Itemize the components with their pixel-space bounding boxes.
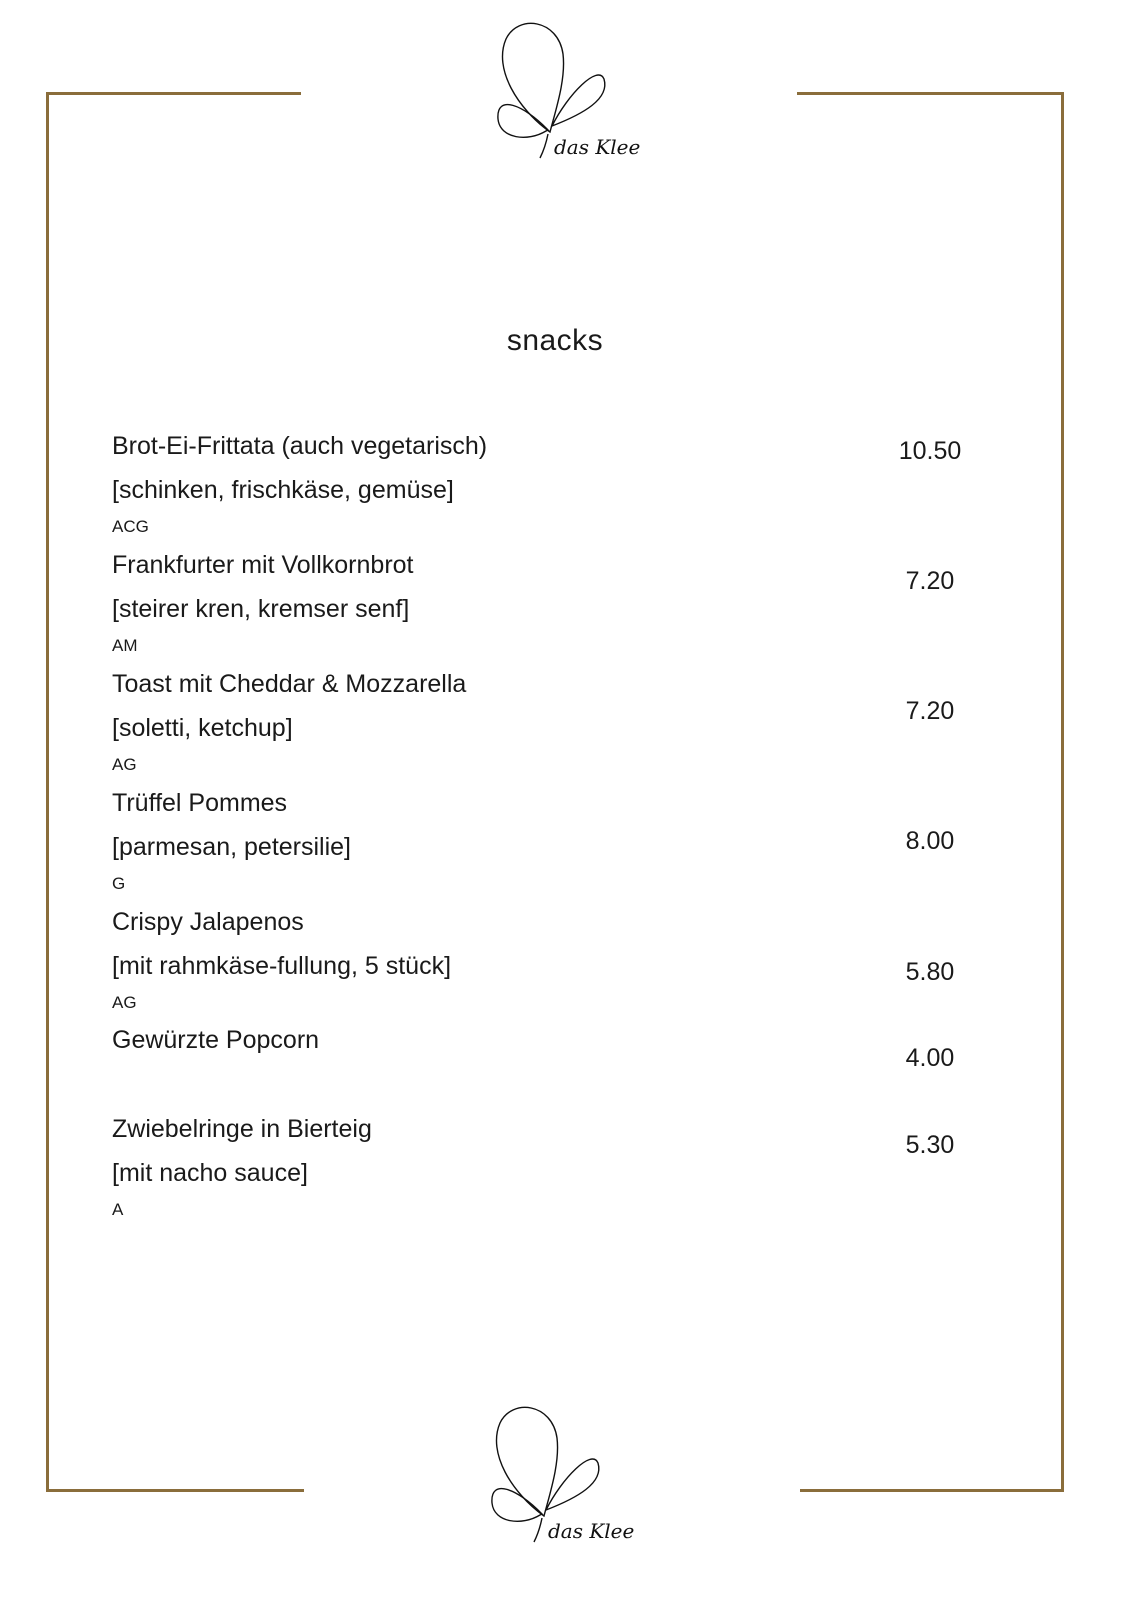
item-name: Zwiebelringe in Bierteig bbox=[112, 1115, 372, 1143]
item-name: Frankfurter mit Vollkornbrot bbox=[112, 551, 414, 579]
frame-top-left bbox=[46, 92, 301, 95]
frame-bottom-right bbox=[800, 1489, 1064, 1492]
item-description: [parmesan, petersilie] bbox=[112, 833, 352, 861]
item-price: 7.20 bbox=[905, 567, 955, 595]
item-price: 8.00 bbox=[905, 827, 955, 855]
menu-item bbox=[112, 424, 992, 542]
item-price: 5.30 bbox=[905, 1131, 955, 1159]
menu-item bbox=[112, 543, 992, 661]
item-allergens: ACG bbox=[112, 517, 149, 536]
item-name: Toast mit Cheddar & Mozzarella bbox=[112, 670, 467, 698]
frame-bottom-left bbox=[46, 1489, 304, 1492]
item-description: [mit nacho sauce] bbox=[112, 1159, 308, 1187]
item-description: [soletti, ketchup] bbox=[112, 714, 293, 742]
item-price: 7.20 bbox=[905, 697, 955, 725]
item-name: Crispy Jalapenos bbox=[112, 908, 304, 936]
item-price: 10.50 bbox=[898, 437, 962, 465]
menu-item bbox=[112, 900, 992, 1018]
item-allergens: AM bbox=[112, 636, 138, 655]
logo-wordmark: das Klee bbox=[554, 135, 641, 159]
menu-item bbox=[112, 662, 992, 780]
item-price: 4.00 bbox=[905, 1044, 955, 1072]
item-allergens: AG bbox=[112, 755, 137, 774]
item-description: [steirer kren, kremser senf] bbox=[112, 595, 410, 623]
item-description: [schinken, frischkäse, gemüse] bbox=[112, 476, 454, 504]
section-title: snacks bbox=[506, 324, 604, 357]
frame-left bbox=[46, 92, 49, 1492]
menu-item bbox=[112, 781, 992, 899]
item-price: 5.80 bbox=[905, 958, 955, 986]
menu-item bbox=[112, 1018, 992, 1062]
item-name: Trüffel Pommes bbox=[112, 789, 288, 817]
item-allergens: AG bbox=[112, 993, 137, 1012]
frame-right bbox=[1061, 92, 1064, 1492]
item-name: Gewürzte Popcorn bbox=[112, 1026, 320, 1054]
item-allergens: A bbox=[112, 1200, 124, 1219]
item-name: Brot-Ei-Frittata (auch vegetarisch) bbox=[112, 432, 488, 460]
klee-clover-logo-icon bbox=[482, 1398, 635, 1548]
klee-clover-logo-icon bbox=[488, 14, 641, 164]
item-description: [mit rahmkäse-fullung, 5 stück] bbox=[112, 952, 452, 980]
item-allergens: G bbox=[112, 874, 126, 893]
logo-wordmark: das Klee bbox=[548, 1519, 635, 1543]
frame-top-right bbox=[797, 92, 1064, 95]
menu-item bbox=[112, 1107, 992, 1225]
